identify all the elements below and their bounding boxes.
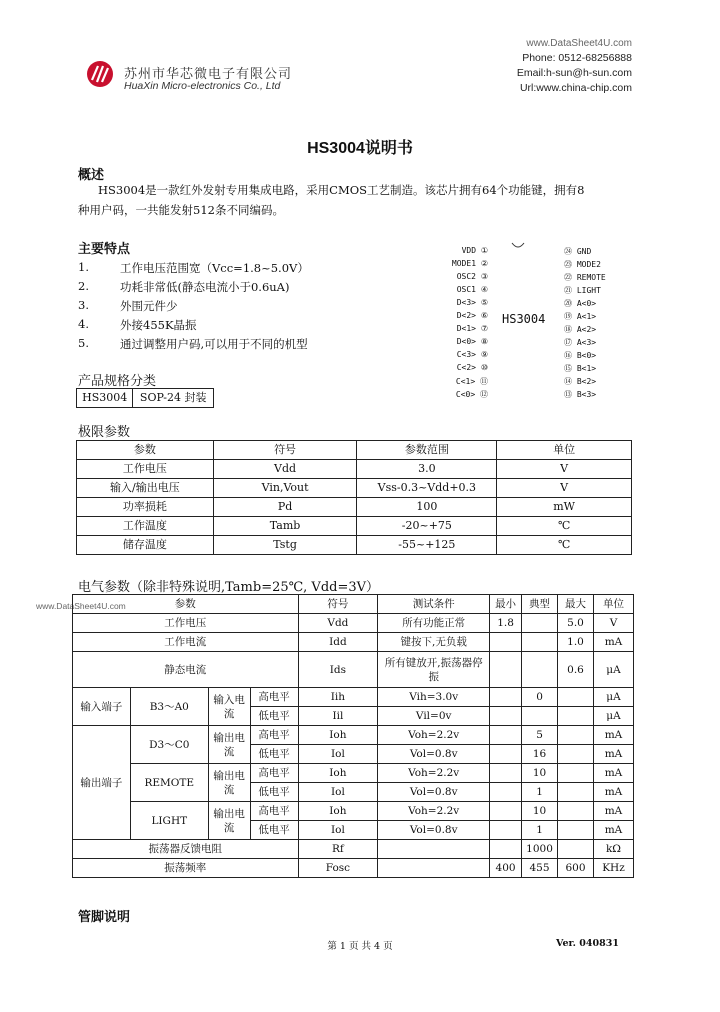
- table-cell: 1.0: [558, 633, 594, 652]
- table-cell: [558, 802, 594, 821]
- table-header: 最大: [558, 595, 594, 614]
- table-cell: 455: [522, 859, 558, 878]
- pin-right: ⑲ A<1>: [564, 312, 597, 321]
- table-row: [77, 498, 632, 517]
- pin-right: ㉓ MODE2: [564, 260, 601, 269]
- pin-left: D<2> ⑥: [456, 311, 488, 320]
- table-cell: Vol=0.8v: [378, 821, 490, 840]
- table-cell: [490, 821, 522, 840]
- url: Url:www.china-chip.com: [519, 82, 632, 94]
- table-cell: [490, 688, 522, 707]
- table-cell: 功率损耗: [77, 498, 214, 517]
- table-cell: [490, 652, 522, 688]
- table-row: [77, 460, 632, 479]
- feature-text: 外围元件少: [120, 299, 178, 313]
- table-cell: Ioh: [298, 726, 378, 745]
- table-cell: μA: [593, 688, 633, 707]
- overview-heading: 概述: [78, 168, 105, 183]
- table-cell: 10: [522, 802, 558, 821]
- feature-text: 外接455K晶振: [120, 318, 197, 332]
- pin-left: C<1> ⑪: [455, 377, 488, 386]
- table-cell: 输入电流: [208, 688, 250, 726]
- table-cell: 16: [522, 745, 558, 764]
- table-cell: 1: [522, 821, 558, 840]
- table-cell: 输出电流: [208, 802, 250, 840]
- table-cell: Iol: [298, 783, 378, 802]
- table-cell: [490, 726, 522, 745]
- package-heading: 产品规格分类: [78, 374, 157, 389]
- company-name-cn: 苏州市华芯微电子有限公司: [124, 67, 293, 82]
- table-cell: [490, 840, 522, 859]
- table-cell: 低电平: [250, 783, 298, 802]
- table-cell: 低电平: [250, 745, 298, 764]
- page-title: HS3004说明书: [307, 140, 413, 157]
- table-cell: Pd: [213, 498, 357, 517]
- table-cell: Ioh: [298, 764, 378, 783]
- table-header: 符号: [298, 595, 378, 614]
- company-logo: [86, 60, 114, 88]
- table-cell: 高电平: [250, 764, 298, 783]
- table-cell: Vol=0.8v: [378, 745, 490, 764]
- table-cell: 输入/输出电压: [77, 479, 214, 498]
- table-cell: 工作电压: [73, 614, 299, 633]
- table-row: [73, 840, 634, 859]
- table-cell: V: [497, 460, 632, 479]
- table-cell: 输出电流: [208, 726, 250, 764]
- table-cell: [522, 614, 558, 633]
- table-cell: 400: [490, 859, 522, 878]
- table-cell: 3.0: [357, 460, 497, 479]
- table-header: 典型: [522, 595, 558, 614]
- pin-left: C<2> ⑩: [456, 363, 488, 372]
- pin-right: ⑳ A<0>: [564, 299, 597, 308]
- table-cell: Iol: [298, 745, 378, 764]
- overview-text-2: 种用户码，一共能发射512条不同编码。: [78, 203, 284, 217]
- feature-num: 2.: [78, 279, 89, 293]
- table-cell: Tstg: [213, 536, 357, 555]
- table-row: [77, 536, 632, 555]
- overview-text-1: HS3004是一款红外发射专用集成电路，采用CMOS工艺制造。该芯片拥有64个功能键，拥有8: [98, 183, 585, 197]
- table-row: [73, 688, 634, 707]
- table-cell: KHz: [593, 859, 633, 878]
- table-header: 测试条件: [378, 595, 490, 614]
- table-cell: Ioh: [298, 802, 378, 821]
- table-row: [73, 764, 634, 783]
- table-cell: -55~+125: [357, 536, 497, 555]
- elec-table: [72, 594, 634, 878]
- table-cell: 100: [357, 498, 497, 517]
- table-cell: [558, 840, 594, 859]
- table-header: 参数: [73, 595, 299, 614]
- table-cell: Idd: [298, 633, 378, 652]
- table-cell: 高电平: [250, 802, 298, 821]
- chip-name: HS3004: [502, 312, 546, 326]
- table-cell: Vih=3.0v: [378, 688, 490, 707]
- table-cell: 所有键放开,振荡器停振: [378, 652, 490, 688]
- table-cell: [558, 783, 594, 802]
- table-header-row: [73, 595, 634, 614]
- chip-pinout: [440, 242, 620, 402]
- table-cell: 0: [522, 688, 558, 707]
- table-cell: 键按下,无负载: [378, 633, 490, 652]
- features-heading: 主要特点: [78, 242, 131, 257]
- pin-right: ㉔ GND: [564, 247, 592, 256]
- feature-num: 5.: [78, 336, 89, 350]
- table-cell: [558, 688, 594, 707]
- table-cell: 储存温度: [77, 536, 214, 555]
- table-header-row: [77, 441, 632, 460]
- table-cell: ℃: [497, 536, 632, 555]
- limits-heading: 极限参数: [78, 425, 131, 440]
- table-header: 单位: [497, 441, 632, 460]
- table-cell: mW: [497, 498, 632, 517]
- limits-table: [76, 440, 632, 555]
- pin-right: ㉑ LIGHT: [564, 286, 601, 295]
- table-cell: [378, 859, 490, 878]
- table-cell: 1.8: [490, 614, 522, 633]
- pin-right: ⑰ A<3>: [564, 338, 597, 347]
- table-cell: 所有功能正常: [378, 614, 490, 633]
- table-row: [77, 517, 632, 536]
- table-cell: [378, 840, 490, 859]
- table-cell: 振荡器反馈电阻: [73, 840, 299, 859]
- table-cell: B3～A0: [130, 688, 208, 726]
- table-cell: Fosc: [298, 859, 378, 878]
- company-name-en: HuaXin Micro-electronics Co., Ltd: [124, 80, 281, 92]
- table-cell: Tamb: [213, 517, 357, 536]
- table-cell: 低电平: [250, 821, 298, 840]
- table-cell: [490, 707, 522, 726]
- table-cell: 5.0: [558, 614, 594, 633]
- table-cell: 10: [522, 764, 558, 783]
- table-cell: 振荡频率: [73, 859, 299, 878]
- pin-right: ⑮ B<1>: [564, 364, 597, 373]
- table-cell: mA: [593, 802, 633, 821]
- table-cell: [558, 726, 594, 745]
- table-cell: [490, 633, 522, 652]
- table-row: [73, 802, 634, 821]
- table-cell: Vdd: [213, 460, 357, 479]
- phone: Phone: 0512-68256888: [522, 52, 632, 64]
- watermark-side: www.DataSheet4U.com: [36, 601, 126, 611]
- table-cell: [558, 707, 594, 726]
- table-cell: Voh=2.2v: [378, 802, 490, 821]
- table-cell: [490, 764, 522, 783]
- pin-left: D<1> ⑦: [456, 324, 488, 333]
- table-cell: 工作电流: [73, 633, 299, 652]
- feature-text: 通过调整用户码,可以用于不同的机型: [120, 337, 308, 351]
- pin-left: OSC1 ④: [456, 285, 488, 294]
- table-row: [73, 726, 634, 745]
- pin-left: D<0> ⑧: [456, 337, 488, 346]
- pin-left: MODE1 ②: [451, 259, 488, 268]
- table-header: 单位: [593, 595, 633, 614]
- table-cell: [558, 745, 594, 764]
- table-cell: mA: [593, 726, 633, 745]
- pin-right: ⑱ A<2>: [564, 325, 597, 334]
- table-cell: Rf: [298, 840, 378, 859]
- table-row: [73, 614, 634, 633]
- chip-notch-icon: [510, 242, 526, 250]
- table-cell: [490, 783, 522, 802]
- table-header: 参数范围: [357, 441, 497, 460]
- table-cell: 0.6: [558, 652, 594, 688]
- table-cell: Vss-0.3~Vdd+0.3: [357, 479, 497, 498]
- table-cell: Vol=0.8v: [378, 783, 490, 802]
- pin-right: ⑭ B<2>: [564, 377, 597, 386]
- pin-left: D<3> ⑤: [456, 298, 488, 307]
- table-cell: V: [497, 479, 632, 498]
- package-table: [76, 388, 214, 408]
- table-cell: D3～C0: [130, 726, 208, 764]
- table-cell: 600: [558, 859, 594, 878]
- feature-num: 3.: [78, 298, 89, 312]
- table-row: [73, 859, 634, 878]
- table-cell: 高电平: [250, 726, 298, 745]
- pin-left: C<3> ⑨: [456, 350, 488, 359]
- version: Ver. 040831: [556, 938, 619, 949]
- table-cell: [558, 764, 594, 783]
- table-cell: Iol: [298, 821, 378, 840]
- pin-right: ⑯ B<0>: [564, 351, 597, 360]
- table-cell: 1000: [522, 840, 558, 859]
- table-cell: [490, 802, 522, 821]
- table-cell: mA: [593, 821, 633, 840]
- table-cell: Iil: [298, 707, 378, 726]
- feature-text: 工作电压范围宽（Vcc=1.8~5.0V）: [120, 261, 309, 275]
- table-cell: REMOTE: [130, 764, 208, 802]
- table-cell: μA: [593, 707, 633, 726]
- table-cell: 工作电压: [77, 460, 214, 479]
- table-header: 最小: [490, 595, 522, 614]
- table-cell: 输出电流: [208, 764, 250, 802]
- table-cell: Voh=2.2v: [378, 726, 490, 745]
- watermark-top: www.DataSheet4U.com: [526, 38, 632, 49]
- table-cell: ℃: [497, 517, 632, 536]
- table-cell: Vil=0v: [378, 707, 490, 726]
- table-header: 参数: [77, 441, 214, 460]
- package-model: HS3004: [77, 389, 133, 408]
- email: Email:h-sun@h-sun.com: [516, 67, 632, 79]
- table-cell: 工作温度: [77, 517, 214, 536]
- feature-num: 1.: [78, 260, 89, 274]
- feature-num: 4.: [78, 317, 89, 331]
- table-cell: 高电平: [250, 688, 298, 707]
- pin-right: ⑬ B<3>: [564, 390, 597, 399]
- table-cell: [522, 707, 558, 726]
- table-header: 符号: [213, 441, 357, 460]
- table-cell: 输入端子: [73, 688, 131, 726]
- page-number: 第 1 页 共 4 页: [327, 941, 393, 952]
- table-cell: kΩ: [593, 840, 633, 859]
- table-cell: Vin,Vout: [213, 479, 357, 498]
- table-row: [77, 479, 632, 498]
- elec-heading: 电气参数（除非特殊说明,Tamb=25℃, Vdd=3V）: [78, 580, 380, 595]
- pin-left: VDD ①: [461, 246, 488, 255]
- table-cell: [522, 652, 558, 688]
- table-cell: V: [593, 614, 633, 633]
- table-cell: 输出端子: [73, 726, 131, 840]
- table-cell: μA: [593, 652, 633, 688]
- table-row: [73, 652, 634, 688]
- pin-left: OSC2 ③: [456, 272, 488, 281]
- pin-desc-heading: 管脚说明: [78, 910, 131, 925]
- table-cell: 静态电流: [73, 652, 299, 688]
- table-cell: Vdd: [298, 614, 378, 633]
- table-cell: 低电平: [250, 707, 298, 726]
- table-cell: LIGHT: [130, 802, 208, 840]
- feature-text: 功耗非常低(静态电流小于0.6uA): [120, 280, 290, 294]
- table-cell: 1: [522, 783, 558, 802]
- table-cell: Iih: [298, 688, 378, 707]
- table-cell: [490, 745, 522, 764]
- table-cell: [558, 821, 594, 840]
- table-cell: Ids: [298, 652, 378, 688]
- table-cell: mA: [593, 783, 633, 802]
- pin-left: C<0> ⑫: [455, 390, 488, 399]
- table-cell: 5: [522, 726, 558, 745]
- pin-right: ㉒ REMOTE: [564, 273, 606, 282]
- table-cell: [522, 633, 558, 652]
- table-cell: mA: [593, 633, 633, 652]
- table-cell: Voh=2.2v: [378, 764, 490, 783]
- table-cell: mA: [593, 745, 633, 764]
- table-row: [73, 633, 634, 652]
- package-type: SOP-24 封装: [133, 389, 214, 408]
- table-cell: -20~+75: [357, 517, 497, 536]
- table-cell: mA: [593, 764, 633, 783]
